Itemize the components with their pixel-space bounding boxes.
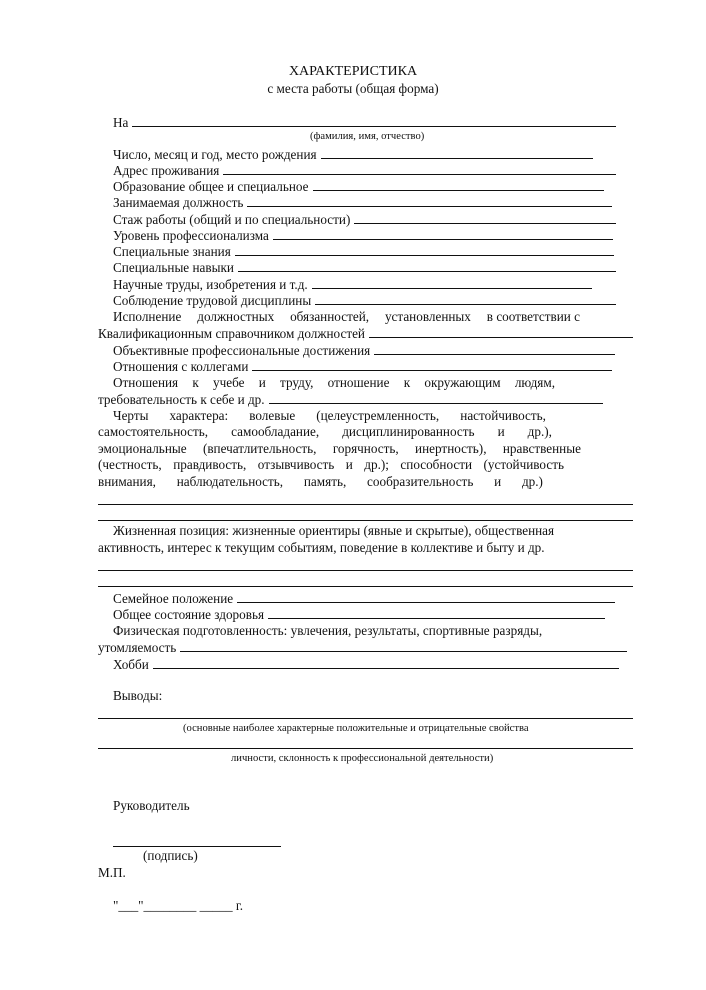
date-field[interactable]: "___"________ _____ г.: [113, 898, 244, 913]
attitude-input-line[interactable]: [269, 391, 603, 404]
experience-label: Стаж работы (общий и по специальности): [113, 212, 351, 227]
word: и: [345, 457, 353, 472]
traits-line-3: [98, 441, 581, 458]
word: правдивость,: [173, 457, 247, 472]
conclusions-label: Выводы:: [113, 688, 163, 703]
document-subtitle: с места работы (общая форма): [267, 81, 439, 96]
word: др.): [521, 474, 543, 489]
word: горячность,: [332, 441, 399, 456]
education-label: Образование общее и специальное: [113, 179, 309, 194]
education-input-line[interactable]: [313, 178, 604, 191]
word: др.);: [364, 457, 389, 472]
recipient-label: На: [113, 115, 129, 130]
position-row: [113, 194, 612, 212]
word: др.),: [527, 424, 552, 439]
achievements-input-line[interactable]: [374, 342, 615, 355]
word: (устойчивость: [483, 457, 564, 472]
recipient-input-line[interactable]: [132, 114, 616, 127]
duties-input-line[interactable]: [369, 325, 633, 338]
stamp-label: М.П.: [98, 865, 126, 880]
conclusions-line-2[interactable]: [98, 748, 633, 749]
word: Исполнение: [113, 309, 182, 324]
attitude-row: [98, 391, 603, 409]
word: должностных: [197, 309, 275, 324]
word: и: [494, 474, 502, 489]
traits-blank-line-2[interactable]: [98, 520, 633, 521]
special-skills-input-line[interactable]: [238, 259, 616, 272]
birth-input-line[interactable]: [321, 146, 593, 159]
word: в соответствии с: [486, 309, 580, 324]
discipline-label: Соблюдение трудовой дисциплины: [113, 293, 312, 308]
duties-row: [98, 325, 633, 343]
works-label: Научные труды, изобретения и т.д.: [113, 277, 308, 292]
conclusions-hint-1: (основные наиболее характерные положительные и отрицательные свойства: [183, 723, 529, 734]
word: эмоциональные: [98, 441, 187, 456]
duties-line-1: [113, 309, 580, 326]
life-blank-line-1[interactable]: [98, 570, 633, 571]
position-input-line[interactable]: [247, 194, 612, 207]
word: и: [258, 375, 266, 390]
word: сообразительность: [367, 474, 474, 489]
duties-label: Квалификационным справочником должностей: [98, 326, 365, 341]
word: нравственные: [502, 441, 581, 456]
health-input-line[interactable]: [268, 606, 605, 619]
hobby-row: [113, 656, 619, 674]
word: установленных: [384, 309, 471, 324]
word: волевые: [249, 408, 296, 423]
conclusions-hint-2: личности, склонность к профессиональной деятельности): [231, 753, 494, 764]
prof-level-label: Уровень профессионализма: [113, 228, 269, 243]
achievements-label: Объективные профессиональные достижения: [113, 343, 371, 358]
colleagues-label: Отношения с коллегами: [113, 359, 249, 374]
word: Отношения: [113, 375, 179, 390]
hobby-input-line[interactable]: [153, 656, 619, 669]
special-skills-row: [113, 259, 616, 277]
manager-label: Руководитель: [113, 798, 190, 813]
health-row: [113, 606, 605, 624]
health-label: Общее состояние здоровья: [113, 607, 265, 622]
word: к: [192, 375, 199, 390]
physical-input-line[interactable]: [180, 639, 627, 652]
experience-input-line[interactable]: [354, 211, 616, 224]
physical-row: [98, 639, 627, 657]
education-row: [113, 178, 604, 196]
discipline-row: [113, 292, 616, 310]
word: наблюдательность,: [176, 474, 284, 489]
word: инертность),: [415, 441, 487, 456]
works-input-line[interactable]: [312, 276, 592, 289]
works-row: [113, 276, 592, 294]
word: к: [403, 375, 411, 390]
document-title: ХАРАКТЕРИСТИКА: [288, 64, 418, 79]
word: Черты: [113, 408, 149, 423]
physical-line-1: Физическая подготовленность: увлечения, результаты, спортивные разряды,: [113, 623, 543, 638]
attitude-line-1: [113, 375, 555, 392]
word: дисциплинированность: [342, 424, 475, 439]
word: (целеустремленность,: [316, 408, 440, 423]
word: труду,: [280, 375, 314, 390]
word: характера:: [169, 408, 229, 423]
word: самостоятельность,: [98, 424, 209, 439]
position-label: Занимаемая должность: [113, 195, 244, 210]
prof-level-row: [113, 227, 613, 245]
discipline-input-line[interactable]: [315, 292, 616, 305]
family-label: Семейное положение: [113, 591, 234, 606]
signature-hint: (подпись): [143, 848, 198, 863]
special-knowledge-row: [113, 243, 614, 261]
birth-label: Число, месяц и год, место рождения: [113, 147, 317, 162]
address-label: Адрес проживания: [113, 163, 220, 178]
traits-line-4: [98, 457, 564, 474]
colleagues-row: [113, 358, 612, 376]
word: способности: [400, 457, 473, 472]
birth-row: [113, 146, 593, 164]
word: отзывчивость: [257, 457, 335, 472]
word: и: [497, 424, 505, 439]
family-row: [113, 590, 615, 608]
achievements-row: [113, 342, 615, 360]
experience-row: [113, 211, 616, 229]
signature-line[interactable]: [113, 846, 281, 847]
conclusions-line-1[interactable]: [98, 718, 633, 719]
fio-hint: (фамилия, имя, отчество): [310, 131, 425, 142]
colleagues-input-line[interactable]: [252, 358, 612, 371]
word: обязанностей,: [290, 309, 370, 324]
word: окружающим: [424, 375, 501, 390]
traits-line-2: [98, 424, 552, 441]
special-knowledge-input-line[interactable]: [235, 243, 614, 256]
traits-blank-line-1[interactable]: [98, 504, 633, 505]
special-knowledge-label: Специальные знания: [113, 244, 231, 259]
family-input-line[interactable]: [237, 590, 615, 603]
traits-line-5: [98, 474, 543, 491]
word: (честность,: [98, 457, 162, 472]
word: (впечатлительность,: [202, 441, 317, 456]
attitude-label: требовательность к себе и др.: [98, 392, 265, 407]
life-position-line-2: активность, интерес к текущим событиям, поведение в коллективе и быту и др.: [98, 540, 545, 555]
physical-label: утомляемость: [98, 640, 177, 655]
hobby-label: Хобби: [113, 657, 149, 672]
address-input-line[interactable]: [223, 162, 616, 175]
word: память,: [303, 474, 347, 489]
address-row: [113, 162, 616, 180]
word: самообладание,: [231, 424, 320, 439]
traits-line-1: [113, 408, 546, 425]
word: людям,: [514, 375, 555, 390]
word: настойчивость,: [460, 408, 546, 423]
word: учебе: [213, 375, 245, 390]
life-position-line-1: Жизненная позиция: жизненные ориентиры (явные и скрытые), общественная: [113, 523, 555, 538]
prof-level-input-line[interactable]: [273, 227, 613, 240]
special-skills-label: Специальные навыки: [113, 260, 234, 275]
word: отношение: [327, 375, 390, 390]
word: внимания,: [98, 474, 156, 489]
life-blank-line-2[interactable]: [98, 586, 633, 587]
